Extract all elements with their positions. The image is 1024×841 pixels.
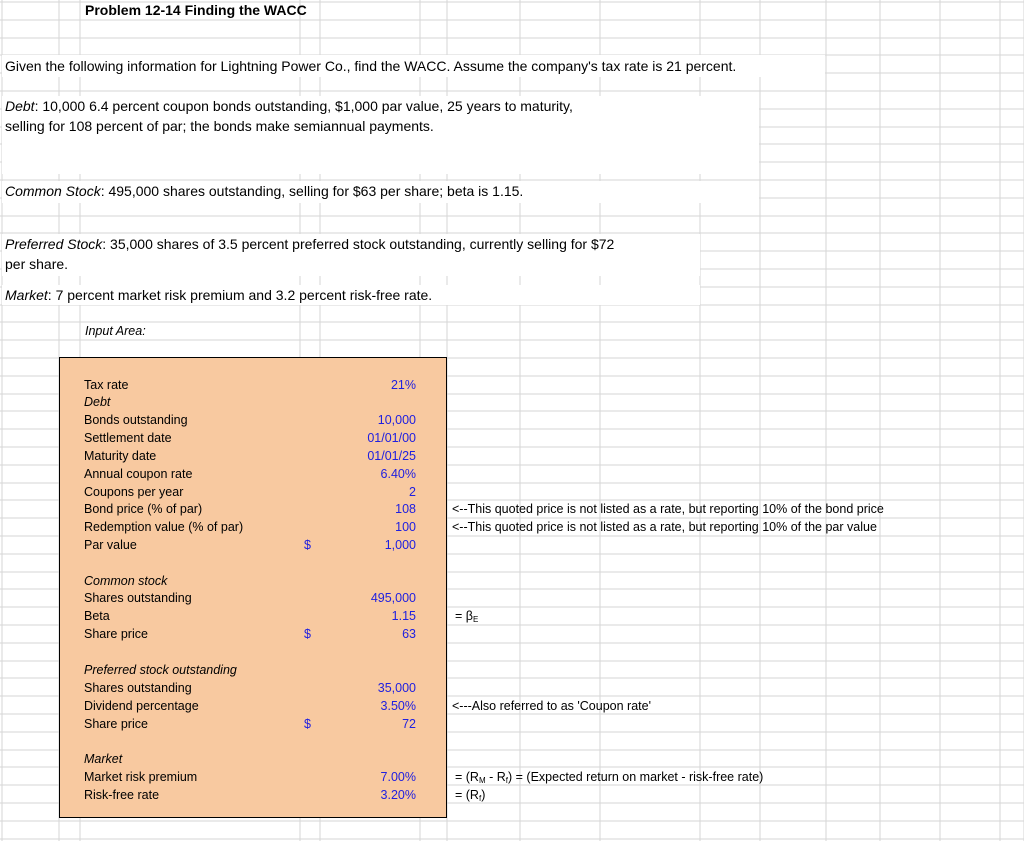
common-label: Common Stock [5, 183, 101, 199]
pref-shares-value[interactable]: 35,000 [377, 681, 416, 695]
dividend-pct-label: Dividend percentage [84, 699, 199, 713]
pref-share-price-label: Share price [84, 717, 148, 731]
preferred-line-1 [5, 236, 614, 252]
page-title: Problem 12-14 Finding the WACC [85, 2, 307, 18]
debt-line-1 [5, 98, 573, 114]
mrp-note-sub-m: M [478, 776, 486, 785]
preferred-label: Preferred Stock [5, 236, 103, 252]
beta-label: Beta [84, 609, 110, 623]
redemption-value-label: Redemption value (% of par) [84, 520, 244, 534]
risk-free-rate-note [455, 788, 485, 803]
bond-price-label: Bond price (% of par) [84, 502, 203, 516]
common-share-price-label: Share price [84, 627, 148, 641]
common-shares-value[interactable]: 495,000 [370, 591, 416, 605]
debt-line-2: selling for 108 percent of par; the bonds make semiannual payments. [5, 118, 434, 134]
mrp-note-part-a: = (R [455, 770, 479, 784]
maturity-date-label: Maturity date [84, 449, 157, 463]
bonds-outstanding-value[interactable]: 10,000 [377, 413, 416, 427]
rf-note-part-c: ) [481, 788, 486, 802]
preferred-line-2: per share. [5, 256, 69, 272]
maturity-date-value[interactable]: 01/01/25 [367, 449, 416, 463]
redemption-note: <--This quoted price is not listed as a rate, but reporting 10% of the par value [452, 520, 877, 534]
bond-price-value[interactable]: 108 [395, 502, 416, 516]
intro-text: Given the following information for Lightning Power Co., find the WACC. Assume the company's tax rate is 21 percent. [5, 58, 737, 74]
tax-rate-label: Tax rate [84, 378, 129, 392]
settlement-date-label: Settlement date [84, 431, 172, 445]
rf-note-part-a: = (R [455, 788, 479, 802]
common-shares-label: Shares outstanding [84, 591, 192, 605]
bond-price-note: <--This quoted price is not listed as a rate, but reporting 10% of the bond price [452, 502, 884, 516]
market-label: Market [5, 287, 48, 303]
rf-note-sub: f [478, 794, 482, 803]
mrp-note-part-b: - R [485, 770, 506, 784]
common-line [5, 183, 523, 199]
annual-coupon-rate-value[interactable]: 6.40% [380, 467, 416, 481]
beta-note [455, 609, 478, 624]
risk-free-rate-value[interactable]: 3.20% [380, 788, 416, 802]
redemption-value-value[interactable]: 100 [395, 520, 416, 534]
market-line [5, 287, 432, 303]
coupons-per-year-label: Coupons per year [84, 485, 184, 499]
input-area-label: Input Area: [85, 324, 146, 338]
beta-note-subscript: E [472, 615, 479, 624]
market-text: : 7 percent market risk premium and 3.2 percent risk-free rate. [47, 287, 433, 303]
market-header: Market [84, 752, 123, 766]
market-risk-premium-value[interactable]: 7.00% [380, 770, 416, 784]
risk-free-rate-label: Risk-free rate [84, 788, 160, 802]
settlement-date-value[interactable]: 01/01/00 [367, 431, 416, 445]
preferred-text: : 35,000 shares of 3.5 percent preferred stock outstanding, currently selling for $72 [102, 236, 615, 252]
par-value-label: Par value [84, 538, 137, 552]
pref-shares-label: Shares outstanding [84, 681, 192, 695]
pref-share-price-value[interactable]: 72 [402, 717, 416, 731]
beta-note-symbol: = β [455, 609, 473, 623]
annual-coupon-rate-label: Annual coupon rate [84, 467, 193, 481]
pref-price-currency: $ [304, 717, 311, 731]
beta-value[interactable]: 1.15 [391, 609, 416, 623]
debt-label: Debt [5, 98, 35, 114]
market-risk-premium-label: Market risk premium [84, 770, 198, 784]
preferred-stock-header: Preferred stock outstanding [84, 663, 237, 677]
tax-rate-value[interactable]: 21% [390, 378, 416, 392]
dividend-note: <---Also referred to as 'Coupon rate' [452, 699, 651, 713]
bonds-outstanding-label: Bonds outstanding [84, 413, 188, 427]
coupons-per-year-value[interactable]: 2 [409, 485, 416, 499]
common-stock-header: Common stock [84, 574, 168, 588]
mrp-note-sub-f: f [505, 776, 509, 785]
debt-text: : 10,000 6.4 percent coupon bonds outstanding, $1,000 par value, 25 years to maturity, [34, 98, 573, 114]
common-share-price-value[interactable]: 63 [402, 627, 416, 641]
par-value-currency: $ [304, 538, 311, 552]
common-price-currency: $ [304, 627, 311, 641]
debt-header: Debt [84, 395, 111, 409]
mrp-note-part-c: ) = (Expected return on market - risk-free rate) [508, 770, 764, 784]
common-text: : 495,000 shares outstanding, selling for $63 per share; beta is 1.15. [100, 183, 524, 199]
dividend-pct-value[interactable]: 3.50% [380, 699, 416, 713]
par-value-value[interactable]: 1,000 [384, 538, 416, 552]
market-risk-premium-note [455, 770, 763, 785]
